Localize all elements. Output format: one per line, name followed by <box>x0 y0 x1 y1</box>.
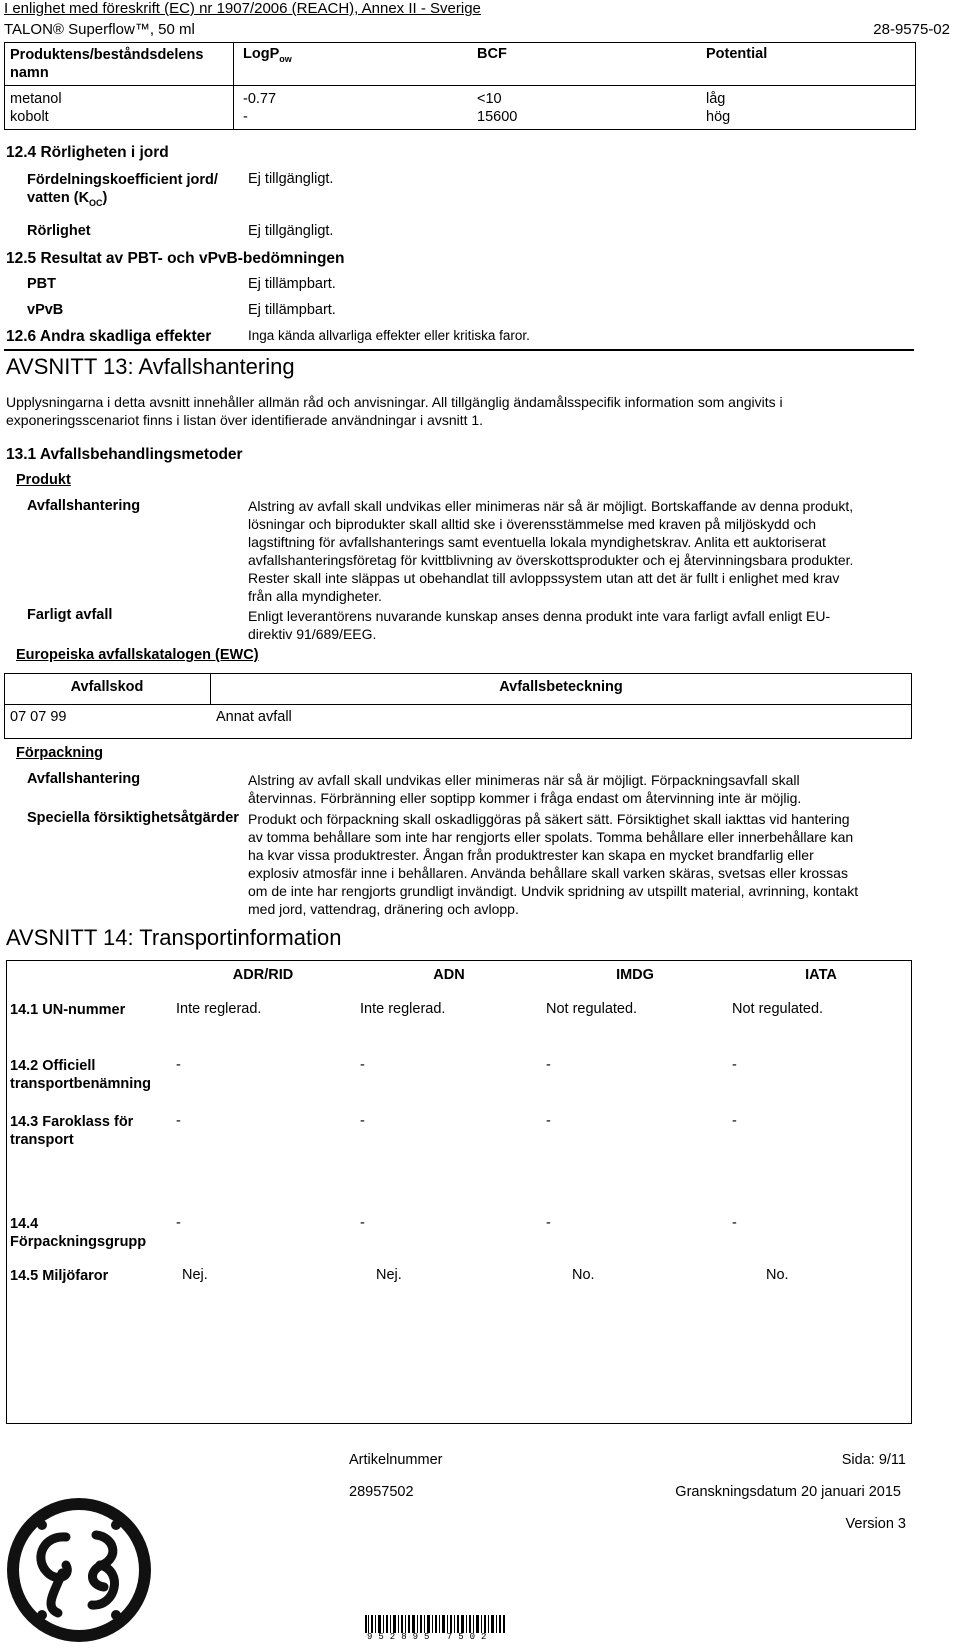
article-number: 28957502 <box>349 1484 414 1500</box>
vpvb-value: Ej tillämpbart. <box>248 302 336 318</box>
bioacc-col-potential: Potential <box>706 46 768 62</box>
transport-cell: Not regulated. <box>546 1001 638 1017</box>
ge-logo-icon <box>4 1495 154 1645</box>
section-12-6-title: 12.6 Andra skadliga effekter <box>6 328 212 345</box>
precautions-label: Speciella försiktighetsåtgärder <box>27 810 239 826</box>
article-number-label: Artikelnummer <box>349 1452 443 1468</box>
bioacc-col-logpow: LogP$_{ow}$ <box>243 46 292 64</box>
barcode-digits: 952895 7502 <box>367 1632 493 1642</box>
bioacc-row-bcf: 15600 <box>477 109 518 125</box>
koc-label: Fördelningskoefficient jord/ vatten $(K_{OC})$ <box>27 172 218 208</box>
bioacc-row-potential: låg <box>706 91 726 107</box>
other-effects-value: Inga kända allvarliga effekter eller kritiska faror. <box>248 328 530 343</box>
transport-cell: - <box>176 1113 181 1129</box>
bioacc-row-logpow: -0.77 <box>243 91 277 107</box>
packaging-waste-text: Alstring av avfall skall undvikas eller minimeras när så är möjligt. Förpackningsavfall skall återvinnas. Förbränning eller soptipp kommer i fråga endast om återvinning inte är möjlig. <box>248 772 802 806</box>
transport-cell: No. <box>766 1267 789 1283</box>
waste-text: Alstring av avfall skall undvikas eller minimeras när så är möjligt. Bortskaffande av denna produkt, lösningar och biprodukter skall alltid ske i överensstämmelse med kraven på miljöskydd och lagstiftning för avfallshanterings samt eventuella lokala myndighetskrav. Anlita ett auktoriserat avfallshanteringsföretag för kvittblivning av överskottsprodukter och ej återvinningsbara produkter. Rester skall inte släppas ut obehandlat till avloppssystem utan att det är fullt i enlighet med krav från alla myndigheter. <box>248 498 854 604</box>
transport-cell: - <box>546 1057 551 1073</box>
regulation-header: I enlighet med föreskrift (EC) nr 1907/2006 (REACH), Annex II - Sverige <box>4 0 481 17</box>
transport-cell: - <box>360 1057 365 1073</box>
transport-col-imdg: IMDG <box>616 967 654 983</box>
pbt-label: PBT <box>27 276 56 292</box>
transport-cell: - <box>176 1215 181 1231</box>
page-number: Sida: 9/11 <box>841 1452 906 1468</box>
bioacc-row-name: kobolt <box>10 109 49 125</box>
document-number: 28-9575-02 <box>873 21 950 38</box>
ewc-description: Annat avfall <box>216 709 292 725</box>
section-13-intro: Upplysningarna i detta avsnitt innehåller allmän råd och anvisningar. All tillgänglig ändamålsspecifik information som angivits i exponeringsscenariot finns i listan över identifierade användningar i avsnitt 1. <box>6 394 783 428</box>
section-12-5-title: 12.5 Resultat av PBT- och vPvB-bedömningen <box>6 250 345 267</box>
packaging-heading: Förpackning <box>16 745 104 761</box>
transport-cell: Inte reglerad. <box>176 1001 262 1017</box>
mobility-label: Rörlighet <box>27 223 91 239</box>
section-13-1-title: 13.1 Avfallsbehandlingsmetoder <box>6 446 243 463</box>
transport-col-adr: ADR/RID <box>232 967 294 983</box>
transport-cell: No. <box>572 1267 595 1283</box>
hazardous-waste-text: Enligt leverantörens nuvarande kunskap anses denna produkt inte vara farligt avfall enligt EU- direktiv 91/689/EEG. <box>248 608 831 642</box>
pbt-value: Ej tillämpbart. <box>248 276 336 292</box>
transport-table <box>6 960 912 1424</box>
waste-label: Avfallshantering <box>27 498 141 514</box>
transport-cell: - <box>360 1215 365 1231</box>
transport-cell: Nej. <box>182 1267 208 1283</box>
transport-col-adn: ADN <box>433 967 465 983</box>
transport-row-label: 14.1 UN-nummer <box>10 1002 126 1018</box>
precautions-text: Produkt och förpackning skall oskadliggöras på säkert sätt. Försiktighet skall iakttas vid hantering av tomma behållare som inte har rengjorts eller spolats. Tomma behållare eller innerbehållare kan ha kvar vissa produktrester. Ångan från produktrester kan skapa en mycket brandfarlig eller explosiv atmosfär inne i behållaren. Använda behållare skall varken skäras, svetsas eller krossas om de inte har rengjorts grundligt invändigt. Undvik spridning av utspillt material, avrinning, kontakt med jord, vattendrag, dränering och avlopp. <box>248 811 859 917</box>
ewc-col-description: Avfallsbeteckning <box>499 679 623 695</box>
ewc-code: 07 07 99 <box>10 709 67 725</box>
section-13-title: AVSNITT 13: Avfallshantering <box>6 354 295 379</box>
product-heading: Produkt <box>16 472 71 488</box>
bioacc-row-logpow: - <box>243 109 248 125</box>
hazardous-waste-label: Farligt avfall <box>27 607 113 623</box>
transport-cell: Inte reglerad. <box>360 1001 446 1017</box>
transport-cell: - <box>546 1113 551 1129</box>
mobility-value: Ej tillgängligt. <box>248 223 334 239</box>
transport-cell: - <box>732 1057 737 1073</box>
ewc-heading: Europeiska avfallskatalogen (EWC) <box>16 647 259 663</box>
transport-cell: Not regulated. <box>732 1001 824 1017</box>
transport-row-label: 14.3 Faroklass för transport <box>10 1114 134 1148</box>
ewc-col-code: Avfallskod <box>70 679 144 695</box>
transport-cell: - <box>176 1057 181 1073</box>
bioacc-row-potential: hög <box>706 109 731 125</box>
transport-cell: - <box>360 1113 365 1129</box>
koc-value: Ej tillgängligt. <box>248 171 334 187</box>
transport-row-label: 14.2 Officiell transportbenämning <box>10 1058 151 1092</box>
transport-cell: - <box>546 1215 551 1231</box>
bioacc-col-name: Produktens/beståndsdelens namn <box>10 47 204 81</box>
revision-date: Granskningsdatum 20 januari 2015 <box>675 1484 901 1500</box>
bioacc-row-bcf: <10 <box>477 91 502 107</box>
transport-cell: - <box>732 1113 737 1129</box>
bioacc-row-name: metanol <box>10 91 62 107</box>
transport-cell: Nej. <box>376 1267 402 1283</box>
packaging-waste-label: Avfallshantering <box>27 771 141 787</box>
transport-col-iata: IATA <box>805 967 837 983</box>
product-name-header: TALON® Superflow™, 50 ml <box>4 21 195 38</box>
section-14-title: AVSNITT 14: Transportinformation <box>6 925 342 950</box>
transport-row-label: 14.5 Miljöfaror <box>10 1268 109 1284</box>
vpvb-label: vPvB <box>27 302 64 318</box>
section-12-4-title: 12.4 Rörligheten i jord <box>6 144 169 161</box>
version: Version 3 <box>845 1516 906 1532</box>
transport-row-label: 14.4 Förpackningsgrupp <box>10 1216 147 1250</box>
transport-cell: - <box>732 1215 737 1231</box>
bioacc-col-bcf: BCF <box>477 46 507 62</box>
